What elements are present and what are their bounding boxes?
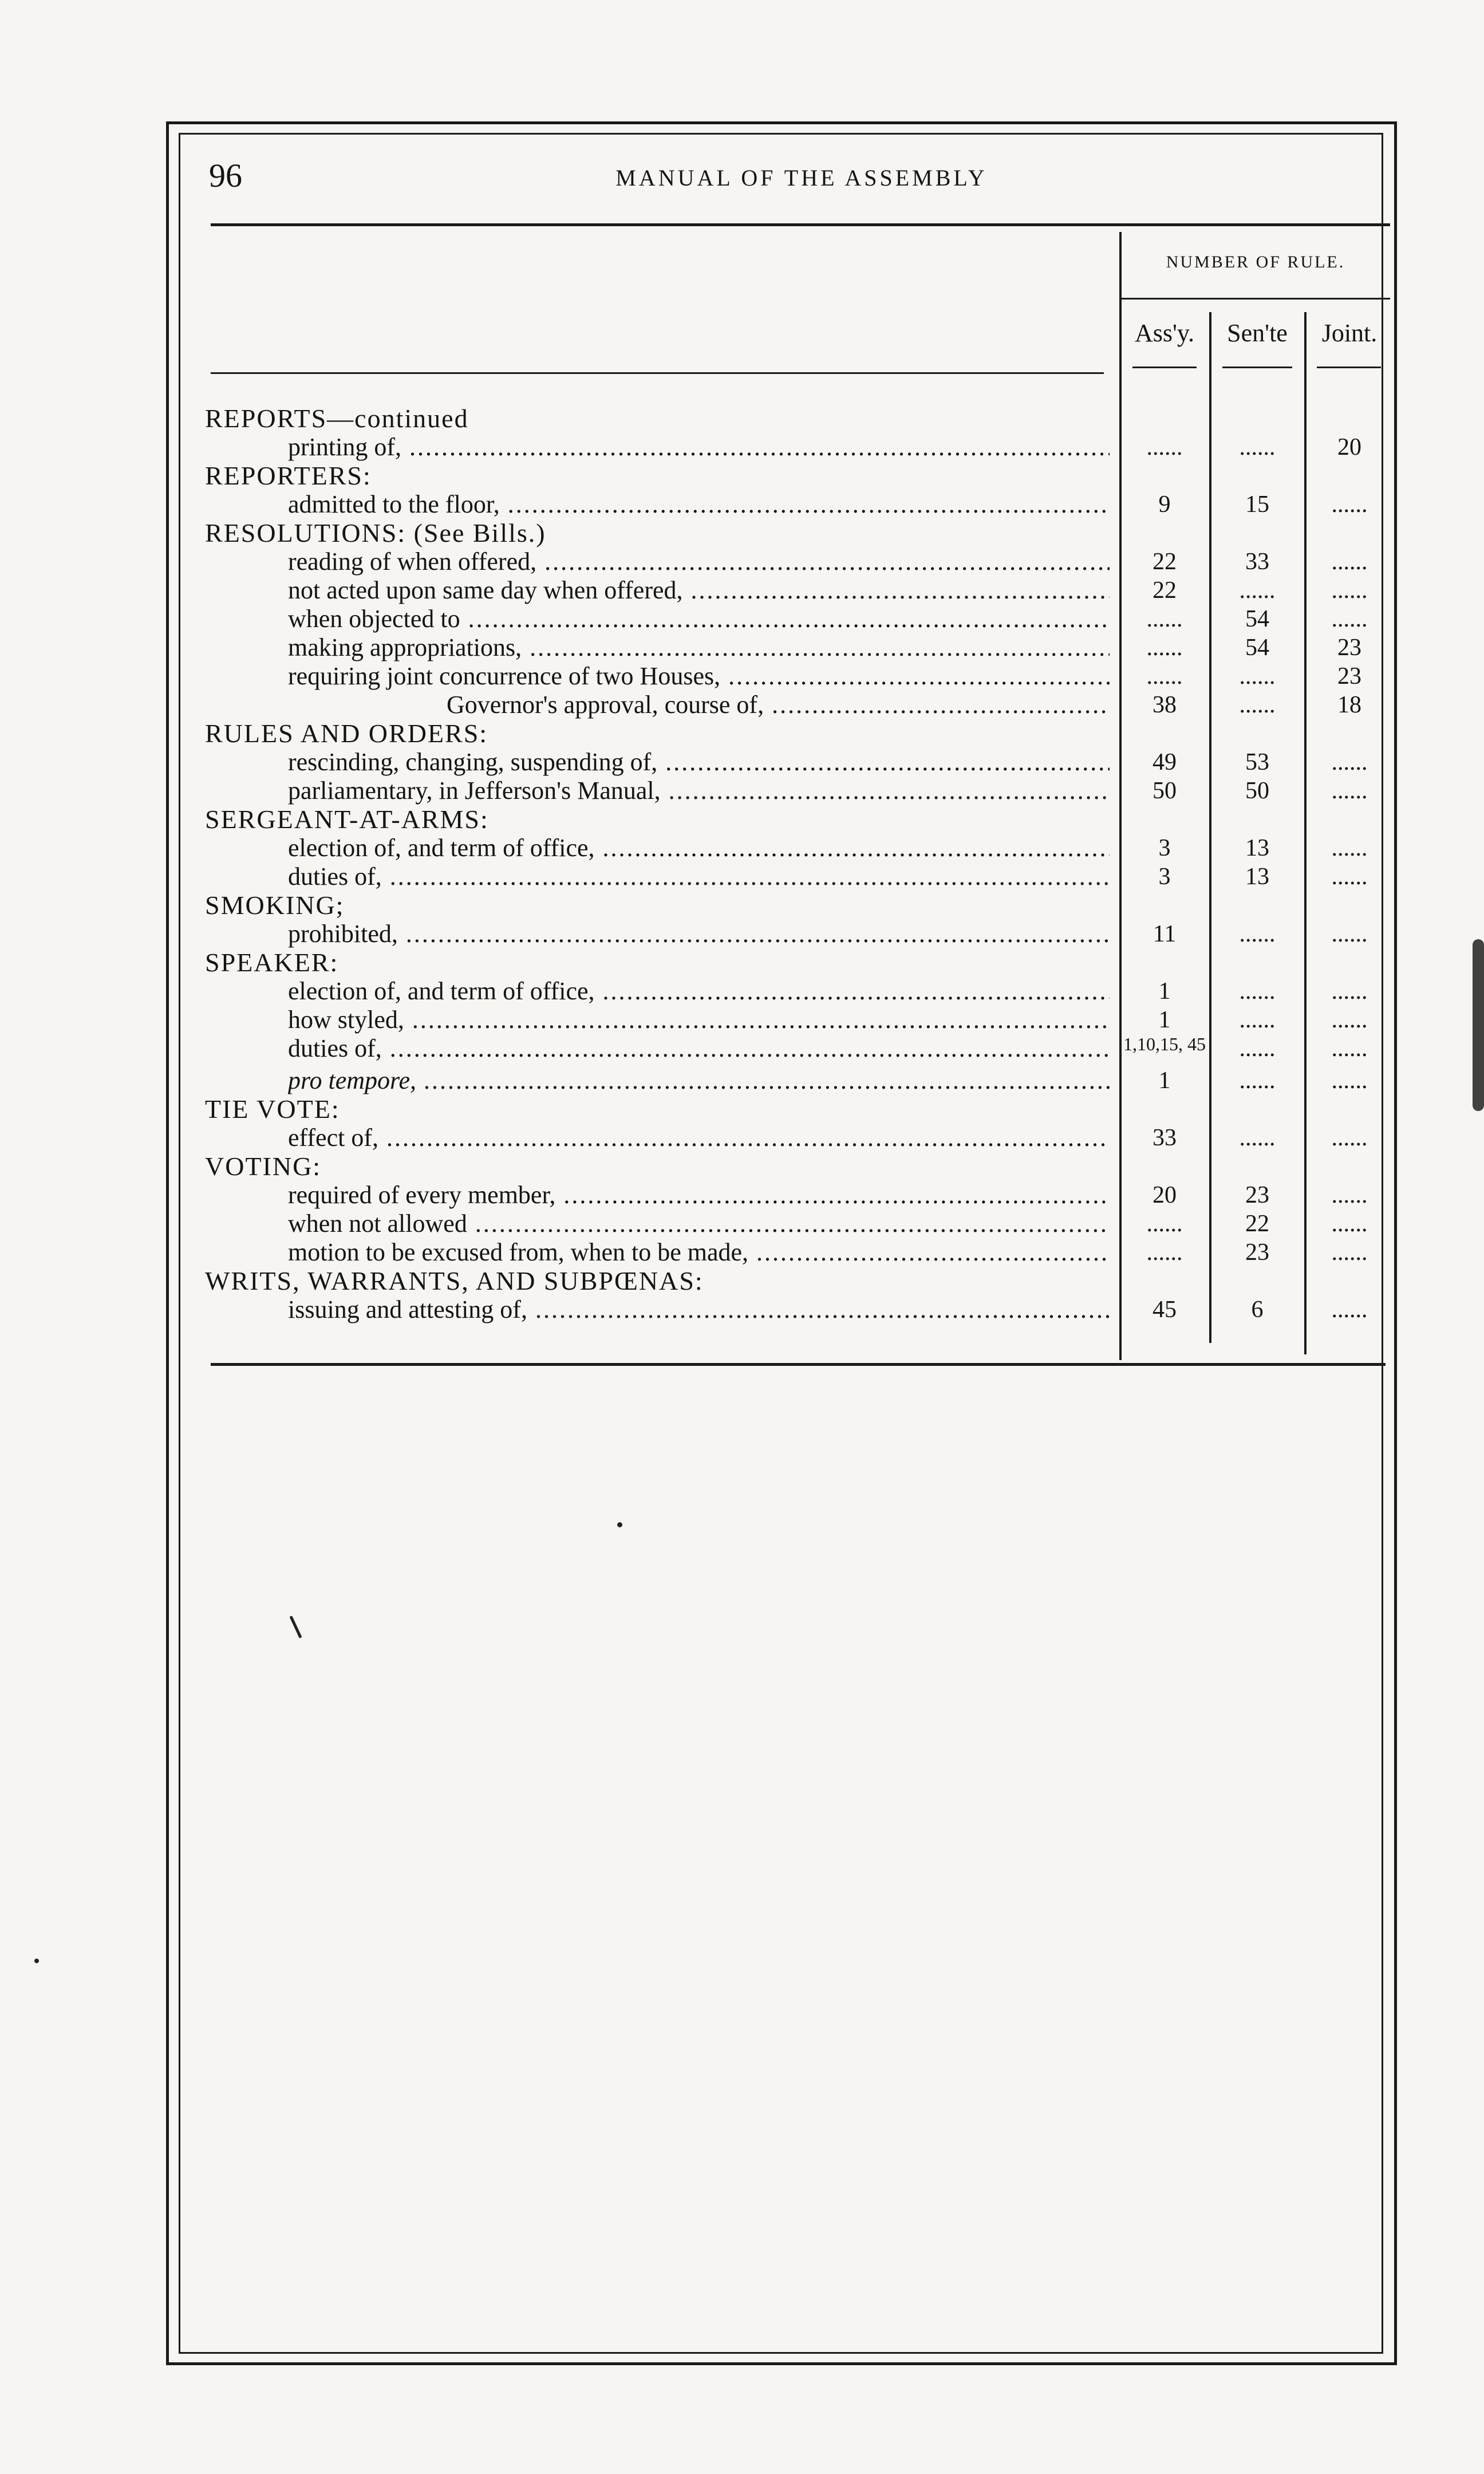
- index-entry-row: [205, 1034, 1402, 1066]
- cell-joint: ......: [1331, 921, 1368, 947]
- index-heading-row: [205, 1095, 1402, 1124]
- index-entry-row: [205, 1006, 1402, 1034]
- cell-assembly: 22: [1153, 577, 1177, 604]
- index-entry-label: effect of, .....: [288, 1124, 1110, 1152]
- index-heading-row: [205, 1267, 1402, 1295]
- index-entry-row: [205, 977, 1402, 1006]
- index-entry-row: [205, 633, 1402, 662]
- cell-senate: 23: [1245, 1239, 1269, 1266]
- index-heading-row: [205, 805, 1402, 834]
- index-entry-row: [205, 834, 1402, 862]
- index-heading-row: [205, 404, 1402, 433]
- column-header-assembly: Ass'y.: [1134, 319, 1195, 347]
- index-entry-label: how styled, .....: [288, 1006, 1110, 1034]
- cell-assembly: 22: [1153, 549, 1177, 575]
- index-entry-row: [205, 433, 1402, 462]
- page-edge-shadow: [1473, 939, 1484, 1111]
- index-heading-row: [205, 719, 1402, 748]
- cell-joint: ......: [1331, 978, 1368, 1004]
- cell-assembly: 1: [1158, 1067, 1171, 1094]
- cell-assembly: ......: [1146, 1211, 1183, 1237]
- cell-senate: ......: [1239, 434, 1276, 460]
- index-entry-label: not acted upon same day when offered, .....: [288, 576, 1110, 605]
- cell-joint: 20: [1337, 434, 1361, 460]
- cell-senate: 54: [1245, 635, 1269, 661]
- index-heading-row: [205, 948, 1402, 977]
- index-heading: RULES AND ORDERS:: [205, 719, 488, 748]
- index-entry-row: [205, 777, 1402, 805]
- cell-senate: 23: [1245, 1182, 1269, 1208]
- cell-joint: ......: [1331, 1125, 1368, 1151]
- index-heading: REPORTS—continued: [205, 404, 469, 433]
- index-entry-label: election of, and term of office, .....: [288, 977, 1110, 1006]
- index-entry-row: [205, 490, 1402, 519]
- cell-senate: 50: [1245, 778, 1269, 804]
- cell-joint: ......: [1331, 1211, 1368, 1237]
- cell-assembly: 9: [1158, 491, 1171, 518]
- cell-joint: ......: [1331, 491, 1368, 518]
- cell-assembly: 1: [1158, 978, 1171, 1004]
- index-entry-label: rescinding, changing, suspending of, .....: [288, 748, 1110, 777]
- index-entry-row: [205, 1210, 1402, 1238]
- cell-joint: 23: [1337, 635, 1361, 661]
- cell-assembly: 45: [1153, 1297, 1177, 1323]
- cell-senate: ......: [1239, 663, 1276, 690]
- index-entry-row: [205, 1181, 1402, 1210]
- index-entry-row: [205, 1238, 1402, 1267]
- cell-assembly: ......: [1146, 606, 1183, 632]
- page-number: 96: [209, 157, 242, 194]
- cell-assembly: ......: [1146, 635, 1183, 661]
- column-group-rule: [1121, 298, 1390, 300]
- index-entry-row: [205, 605, 1402, 633]
- cell-joint: ......: [1331, 1182, 1368, 1208]
- header-rule: [211, 223, 1390, 226]
- cell-assembly: ......: [1146, 663, 1183, 690]
- cell-senate: 53: [1245, 749, 1269, 775]
- cell-joint: ......: [1331, 749, 1368, 775]
- index-entry-row: [205, 691, 1402, 719]
- cell-joint: ......: [1331, 606, 1368, 632]
- number-of-rule-heading: NUMBER OF RULE.: [1166, 253, 1345, 271]
- cell-joint: ......: [1331, 835, 1368, 861]
- cell-senate: ......: [1239, 921, 1276, 947]
- cell-senate: 6: [1251, 1297, 1264, 1323]
- subheader-rule: [211, 372, 1104, 374]
- index-entry-label: issuing and attesting of, .....: [288, 1295, 1110, 1324]
- cell-assembly: 1: [1158, 1007, 1171, 1033]
- cell-joint: 18: [1337, 692, 1361, 718]
- ink-speck: [34, 1959, 39, 1963]
- index-heading: REPORTERS:: [205, 461, 372, 490]
- index-heading: TIE VOTE:: [205, 1094, 340, 1124]
- index-entry-row: [205, 662, 1402, 691]
- index-table: [205, 404, 1402, 1324]
- cell-joint: ......: [1331, 864, 1368, 890]
- index-entry-label: motion to be excused from, when to be made, .....: [288, 1238, 1110, 1267]
- index-entry-label: when objected to .....: [288, 605, 1110, 633]
- cell-senate: 54: [1245, 606, 1269, 632]
- cell-assembly: 38: [1153, 692, 1177, 718]
- cell-joint: ......: [1331, 1067, 1368, 1094]
- column-underline-assembly: [1132, 367, 1197, 368]
- index-heading: VOTING:: [205, 1152, 322, 1181]
- cell-assembly: 1,10,15, 45: [1123, 1034, 1206, 1054]
- cell-joint: ......: [1331, 1007, 1368, 1033]
- cell-senate: 13: [1245, 864, 1269, 890]
- index-entry-label: requiring joint concurrence of two Houses, .....: [288, 662, 1110, 691]
- index-heading-row: [205, 462, 1402, 490]
- cell-assembly: 3: [1158, 835, 1171, 861]
- cell-assembly: 50: [1153, 778, 1177, 804]
- index-heading: SERGEANT-AT-ARMS:: [205, 805, 489, 834]
- index-entry-row: [205, 862, 1402, 891]
- cell-senate: ......: [1239, 1035, 1276, 1062]
- cell-assembly: ......: [1146, 434, 1183, 460]
- index-entry-row: [205, 1124, 1402, 1152]
- cell-senate: 13: [1245, 835, 1269, 861]
- index-entry-label: prohibited, .....: [288, 920, 1110, 948]
- index-entry-label: admitted to the floor, .....: [288, 490, 1110, 519]
- cell-senate: ......: [1239, 1067, 1276, 1094]
- cell-joint: ......: [1331, 577, 1368, 604]
- index-entry-label: duties of, .....: [288, 862, 1110, 891]
- index-heading-row: [205, 891, 1402, 920]
- cell-assembly: ......: [1146, 1239, 1183, 1266]
- index-entry-label: when not allowed .....: [288, 1210, 1110, 1238]
- index-entry-row: [205, 1066, 1402, 1095]
- index-heading-row: [205, 1152, 1402, 1181]
- ink-speck: [617, 1522, 622, 1527]
- cell-senate: ......: [1239, 1007, 1276, 1033]
- cell-assembly: 3: [1158, 864, 1171, 890]
- cell-joint: ......: [1331, 778, 1368, 804]
- index-entry-label: required of every member, .....: [288, 1181, 1110, 1210]
- cell-assembly: 33: [1153, 1125, 1177, 1151]
- cell-senate: ......: [1239, 577, 1276, 604]
- column-underline-joint: [1317, 367, 1381, 368]
- cell-joint: ......: [1331, 1239, 1368, 1266]
- index-heading: SMOKING;: [205, 891, 345, 920]
- cell-joint: ......: [1331, 1035, 1368, 1062]
- index-heading: RESOLUTIONS: (See Bills.): [205, 518, 546, 547]
- index-heading: WRITS, WARRANTS, AND SUBPŒNAS:: [205, 1266, 704, 1295]
- index-entry-label: making appropriations, .....: [288, 633, 1110, 662]
- index-entry-row: [205, 547, 1402, 576]
- index-entry-label: Governor's approval, course of, .....: [447, 691, 1110, 719]
- index-entry-row: [205, 1295, 1402, 1324]
- index-entry-row: [205, 576, 1402, 605]
- cell-assembly: 11: [1153, 921, 1177, 947]
- index-entry-label: printing of, .....: [288, 433, 1110, 462]
- cell-senate: 15: [1245, 491, 1269, 518]
- index-heading-row: [205, 519, 1402, 547]
- index-entry-label: pro tempore, .....: [288, 1066, 1110, 1095]
- cell-senate: 33: [1245, 549, 1269, 575]
- cell-senate: 22: [1245, 1211, 1269, 1237]
- index-entry-row: [205, 748, 1402, 777]
- index-entry-label: election of, and term of office, .....: [288, 834, 1110, 862]
- cell-assembly: 20: [1153, 1182, 1177, 1208]
- column-underline-senate: [1222, 367, 1292, 368]
- cell-senate: ......: [1239, 978, 1276, 1004]
- cell-joint: 23: [1337, 663, 1361, 690]
- column-header-senate: Sen'te: [1227, 319, 1288, 347]
- cell-joint: ......: [1331, 549, 1368, 575]
- cell-joint: ......: [1331, 1297, 1368, 1323]
- index-heading: SPEAKER:: [205, 948, 339, 977]
- running-head: MANUAL OF THE ASSEMBLY: [615, 165, 988, 191]
- index-entry-row: [205, 920, 1402, 948]
- cell-assembly: 49: [1153, 749, 1177, 775]
- index-entry-label: reading of when offered, .....: [288, 547, 1110, 576]
- table-bottom-rule: [211, 1363, 1386, 1366]
- cell-senate: ......: [1239, 1125, 1276, 1151]
- cell-senate: ......: [1239, 692, 1276, 718]
- column-header-joint: Joint.: [1321, 319, 1378, 347]
- index-entry-label: parliamentary, in Jefferson's Manual, .....: [288, 777, 1110, 805]
- index-entry-label: duties of, .....: [288, 1034, 1110, 1063]
